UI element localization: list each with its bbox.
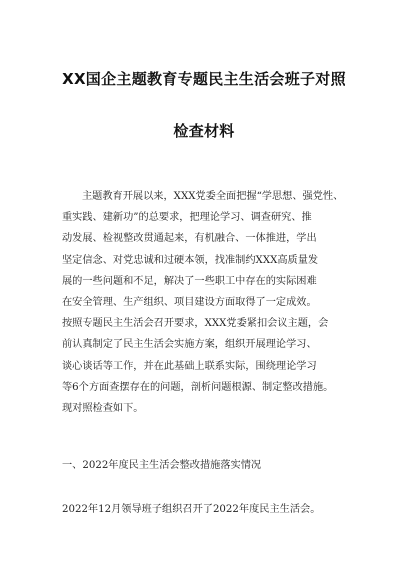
intro-line: 在安全管理、生产组织、项目建设方面取得了一定成效。 xyxy=(62,296,317,308)
document-title-line-2: 检查材料 xyxy=(173,122,235,140)
section-paragraph: 2022年12月领导班子组织召开了2022年度民主生活会。 xyxy=(62,504,321,515)
intro-line: 主题教育开展以来，XXX党委全面把握“学思想、强党性、 xyxy=(82,191,344,202)
intro-line: 谈心谈话等工作，并在此基础上联系实际，围绕理论学习 xyxy=(62,360,317,372)
intro-line: 重实践、建新功”的总要求，把理论学习、调查研究、推 xyxy=(62,212,312,224)
intro-line: 等6个方面查摆存在的问题，剖析问题根源、制定整改措施。 xyxy=(62,381,334,393)
intro-line: 前认真制定了民主生活会实施方案，组织开展理论学习、 xyxy=(62,339,317,351)
document-title-line-1: XX国企主题教育专题民主生活会班子对照 xyxy=(62,70,346,88)
intro-line: 动发展、检视整改贯通起来，有机融合、一体推进，学出 xyxy=(62,233,317,245)
intro-line: 按照专题民主生活会召开要求，XXX党委紧扣会议主题，会 xyxy=(62,318,329,330)
intro-line: 展的一些问题和不足，解决了一些职工中存在的实际困难 xyxy=(62,275,317,287)
intro-line: 坚定信念、对党忠诚和过硬本领，找准制约XXX高质量发 xyxy=(62,254,319,266)
intro-line: 现对照检查如下。 xyxy=(62,402,144,414)
section-heading: 一、2022年度民主生活会整改措施落实情况 xyxy=(62,460,262,471)
intro-paragraph xyxy=(62,186,362,419)
